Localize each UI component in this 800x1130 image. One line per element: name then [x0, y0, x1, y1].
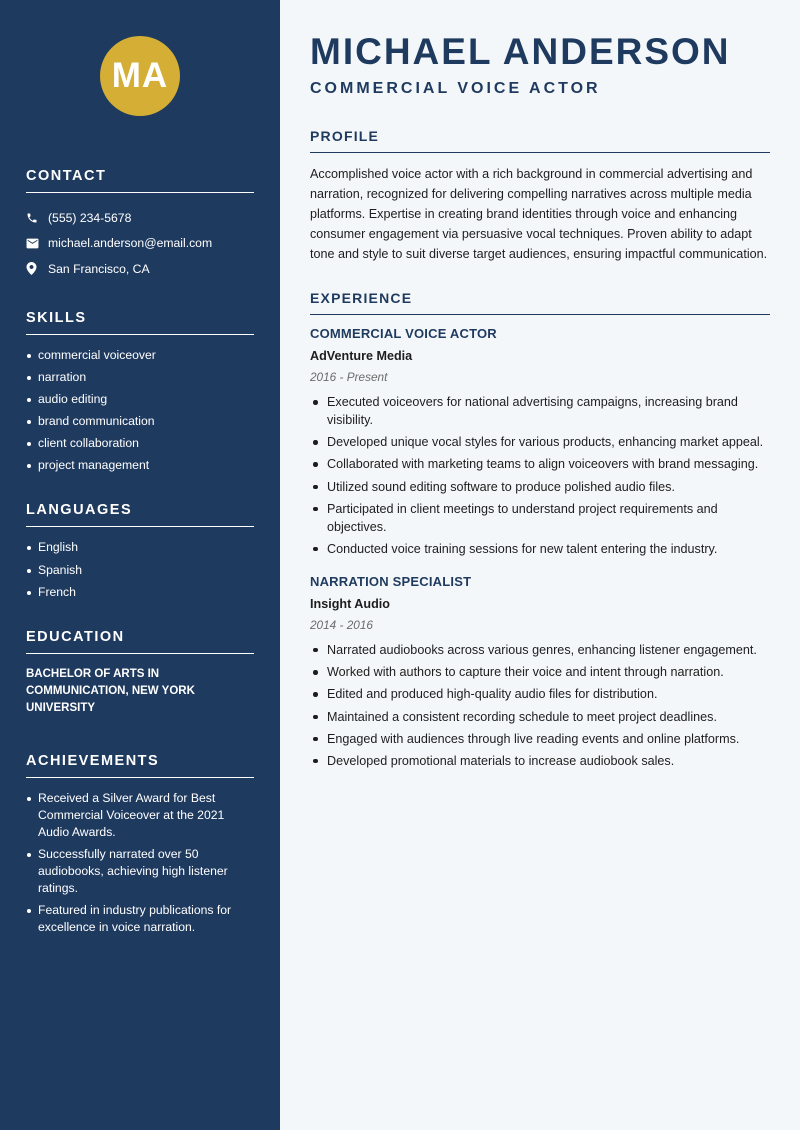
job-title: NARRATION SPECIALIST [310, 573, 472, 589]
experience-title: EXPERIENCE [310, 290, 770, 315]
avatar-initials: MA [111, 56, 169, 95]
skill-item: narration [26, 369, 254, 386]
location-text: San Francisco, CA [48, 261, 150, 276]
avatar [100, 36, 180, 116]
email-text: michael.anderson@email.com [48, 236, 213, 251]
job-bullet: Utilized sound editing software to produce polished audio files. [310, 478, 770, 496]
skill-item: commercial voiceover [26, 347, 254, 364]
job-bullet: Collaborated with marketing teams to align voiceovers with brand messaging. [310, 455, 770, 473]
person-name: MICHAEL ANDERSON [310, 31, 731, 72]
contact-location [26, 256, 254, 282]
achievement-item: Featured in industry publications for excellence in voice narration. [26, 902, 254, 936]
skills-section [26, 310, 254, 475]
phone-text: (555) 234-5678 [48, 210, 132, 225]
achievement-item: Received a Silver Award for Best Commercial Voiceover at the 2021 Audio Awards. [26, 790, 254, 841]
achievements-section [26, 753, 254, 936]
skills-title: SKILLS [26, 310, 254, 335]
profile-text: Accomplished voice actor with a rich background in commercial advertising and narration, recognized for delivering compelling narratives across multiple media platforms. Expertise in creating brand identities through voice and enhancing consumer engagement via persuasive vocal techniques. Proven ability to adapt tone and style to suit diverse target audiences, ensuring impactful communication. [310, 167, 768, 261]
profile-title: PROFILE [310, 128, 770, 153]
skill-item: brand communication [26, 413, 254, 430]
job-dates: 2014 - 2016 [310, 617, 373, 632]
achievement-item: Successfully narrated over 50 audiobooks, achieving high listener ratings. [26, 846, 254, 897]
job-company: Insight Audio [310, 596, 390, 611]
achievements-list [26, 790, 254, 936]
skill-item: audio editing [26, 391, 254, 408]
job-bullet: Maintained a consistent recording schedule to meet project deadlines. [310, 708, 770, 726]
mail-icon [26, 238, 48, 249]
contact-section [26, 168, 254, 282]
language-item: Spanish [26, 562, 254, 579]
job-bullets [310, 393, 770, 558]
skill-item: project management [26, 457, 254, 474]
skills-list [26, 347, 254, 475]
language-item: French [26, 584, 254, 601]
job-bullet: Executed voiceovers for national advertising campaigns, increasing brand visibility. [310, 393, 770, 429]
job-bullet: Conducted voice training sessions for new talent entering the industry. [310, 540, 770, 558]
job-bullet: Worked with authors to capture their voice and intent through narration. [310, 663, 770, 681]
location-pin-icon [26, 262, 48, 275]
job-bullet: Developed promotional materials to increase audiobook sales. [310, 752, 770, 770]
achievements-title: ACHIEVEMENTS [26, 753, 254, 778]
contact-phone[interactable] [26, 205, 254, 231]
sidebar [0, 0, 280, 1130]
job-entry [310, 574, 770, 770]
education-title: EDUCATION [26, 629, 254, 654]
profile-section [310, 128, 770, 264]
languages-list [26, 539, 254, 600]
job-title: COMMERCIAL VOICE ACTOR [310, 326, 497, 341]
education-section [26, 629, 254, 717]
contact-email[interactable] [26, 231, 254, 257]
languages-section [26, 502, 254, 600]
job-dates: 2016 - Present [310, 370, 388, 384]
job-bullets [310, 641, 770, 770]
job-bullet: Engaged with audiences through live reading events and online platforms. [310, 730, 770, 748]
job-company: AdVenture Media [310, 349, 413, 363]
person-role: COMMERCIAL VOICE ACTOR [310, 80, 601, 97]
experience-section [310, 290, 770, 770]
contact-title: CONTACT [26, 168, 254, 193]
languages-title: LANGUAGES [26, 502, 254, 527]
job-bullet: Edited and produced high-quality audio files for distribution. [310, 685, 770, 703]
education-degree: BACHELOR OF ARTS IN COMMUNICATION, NEW YORK UNIVERSITY [26, 667, 195, 714]
job-bullet: Narrated audiobooks across various genres, enhancing listener engagement. [310, 641, 770, 659]
job-bullet: Participated in client meetings to understand project requirements and objectives. [310, 500, 770, 536]
job-entry [310, 326, 770, 558]
job-bullet: Developed unique vocal styles for various products, enhancing market appeal. [310, 433, 770, 451]
skill-item: client collaboration [26, 435, 254, 452]
main-content [280, 0, 800, 1130]
phone-icon [26, 212, 48, 224]
language-item: English [26, 539, 254, 556]
